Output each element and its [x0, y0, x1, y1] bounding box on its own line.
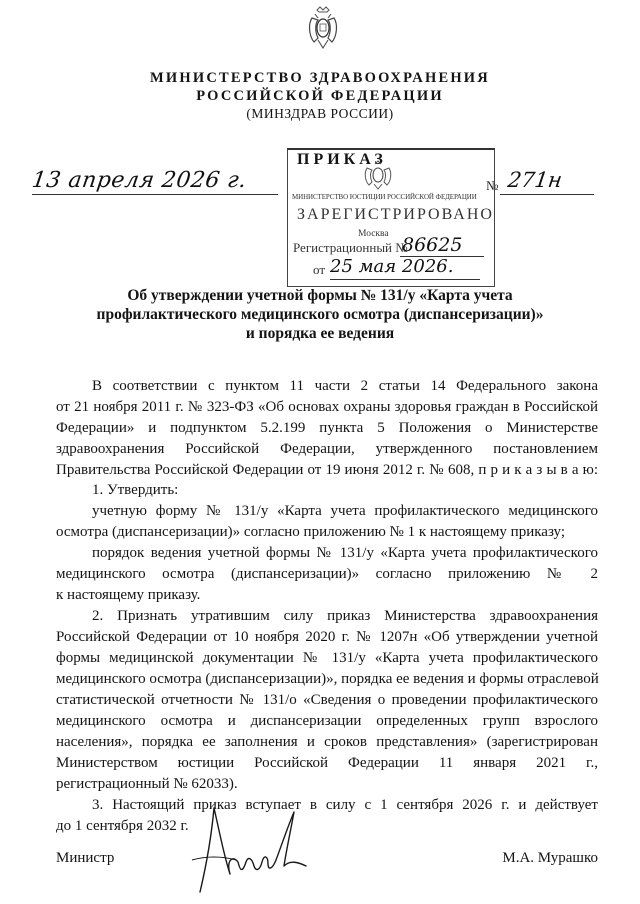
date-underline [32, 194, 278, 195]
body-line: В соответствии с пунктом 11 части 2 статьи 14 Федерального закона [92, 378, 598, 394]
ministry-name-line2: РОССИЙСКОЙ ФЕДЕРАЦИИ [196, 88, 444, 104]
body-line: медицинского осмотра (диспансеризации)» согласно приложению № 2 [56, 566, 598, 582]
stamp-reg-date: 25 мая 2026. [330, 256, 454, 277]
body-line: здравоохранения Российской Федерации, утвержденного постановлением [56, 441, 598, 457]
handwritten-order-number: 271н [506, 168, 564, 192]
stamp-from-label: от [313, 262, 326, 277]
signatory-name: М.А. Мурашко [502, 850, 598, 866]
list-item-heading: 1. Утвердить: [92, 482, 179, 498]
ministry-short-name: (МИНЗДРАВ РОССИИ) [246, 106, 394, 121]
body-line: Российской Федерации от 10 ноября 2020 г. № 1207н «Об утверждении учетной [56, 629, 598, 645]
stamp-reg-number-label: Регистрационный № [293, 240, 408, 255]
handwritten-date: 13 апреля 2026 г. [30, 168, 249, 193]
document-type-heading: ПРИКАЗ [297, 151, 387, 168]
body-line: медицинского осмотра (диспансеризации)», порядка ее ведения и формы отраслевой [56, 671, 599, 687]
stamp-reg-number: 86625 [402, 234, 463, 256]
signatory-title: Министр [56, 850, 115, 866]
body-line: к настоящему приказу. [56, 587, 201, 603]
number-underline [500, 194, 594, 195]
body-line: регистрационный № 62033). [56, 776, 238, 792]
body-line: Правительства Российской Федерации от 19 июня 2012 г. № 608, п р и к а з ы в а ю: [56, 462, 598, 478]
document-title-line2: профилактического медицинского осмотра (диспансеризации)» [96, 306, 544, 323]
coat-of-arms-icon [306, 4, 340, 54]
handwritten-signature [186, 800, 326, 900]
stamp-emblem-icon [362, 160, 394, 190]
body-line: 3. Настоящий приказ вступает в силу с 1 сентября 2026 г. и действует [92, 797, 598, 813]
body-line: формы медицинской документации № 131/у «Карта учета профилактического [56, 650, 598, 666]
document-title-line3: и порядка ее ведения [245, 325, 395, 342]
number-sign: № [486, 178, 499, 193]
body-line: от 21 ноября 2011 г. № 323-ФЗ «Об основах охраны здоровья граждан в Российской [56, 399, 598, 415]
body-line: медицинского осмотра и диспансеризации определенных групп взрослого [56, 713, 598, 729]
stamp-city: Москва [358, 229, 389, 239]
body-line: осмотра (диспансеризации)» согласно приложению № 1 к настоящему приказу; [56, 524, 566, 540]
body-line: учетную форму № 131/у «Карта учета профилактического медицинского [92, 503, 598, 519]
document-title-line1: Об утверждении учетной формы № 131/у «Карта учета [127, 287, 513, 304]
body-line: Федерации» и подпунктом 5.2.199 пункта 5 Положения о Министерстве [56, 420, 598, 436]
body-line: статистической отчетности № 131/о «Сведения о проведении профилактического [56, 692, 598, 708]
reg-date-underline [330, 279, 480, 280]
body-line: населения», порядка ее заполнения и сроков представления» (зарегистрирован [56, 734, 598, 750]
stamp-registered: ЗАРЕГИСТРИРОВАНО [297, 206, 494, 223]
ministry-name-line1: МИНИСТЕРСТВО ЗДРАВООХРАНЕНИЯ [150, 70, 490, 86]
body-line: порядок ведения учетной формы № 131/у «Карта учета профилактического [92, 545, 598, 561]
body-line: Министерством юстиции Российской Федерации 11 января 2021 г., [56, 755, 598, 771]
body-line: 2. Признать утратившим силу приказ Министерства здравоохранения [92, 608, 598, 624]
body-line: до 1 сентября 2032 г. [56, 818, 189, 834]
stamp-ministry-of-justice: МИНИСТЕРСТВО ЮСТИЦИИ РОССИЙСКОЙ ФЕДЕРАЦИИ [292, 193, 477, 201]
